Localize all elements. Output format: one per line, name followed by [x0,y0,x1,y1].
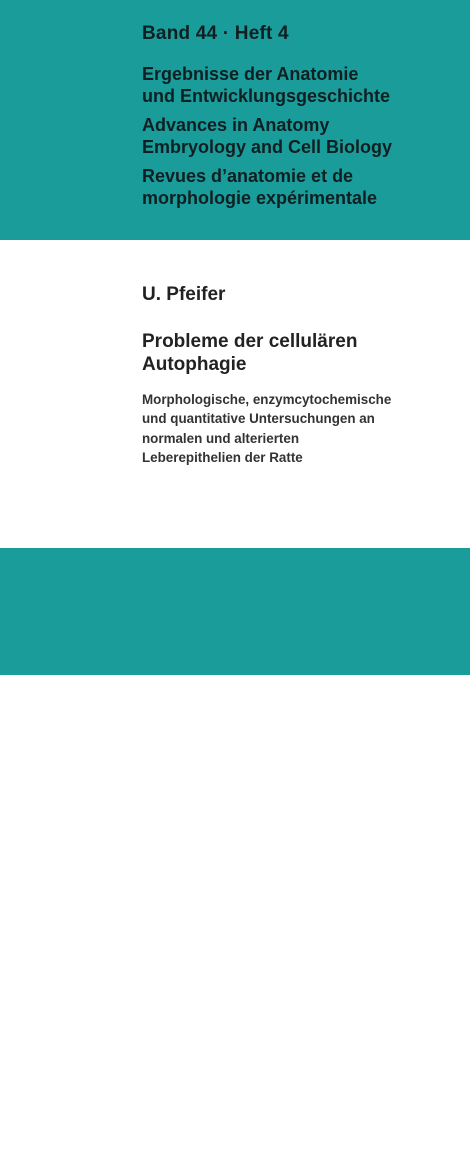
series-title-french [142,165,377,209]
series-title-german [142,63,390,107]
volume-label: Band 44 · Heft 4 [142,23,289,44]
book-subtitle-line-4: Leberepithelien der Ratte [142,449,303,465]
book-subtitle-line-1: Morphologische, enzymcytochemische [142,392,392,407]
book-title [142,330,357,376]
top-color-band [0,0,470,240]
series-title-french-line-2: morphologie expérimentale [142,188,378,208]
series-title-french-line-1: Revues d’anatomie et de [142,166,354,186]
book-title-line-1: Probleme der cellulären [142,331,358,352]
publisher-name [142,1125,362,1169]
book-title-line-2: Autophagie [142,354,247,375]
series-title-german-line-1: Ergebnisse der Anatomie [142,64,359,84]
series-title-english [142,114,392,158]
author-name: U. Pfeifer [142,284,226,305]
series-title-english-line-1: Advances in Anatomy [142,115,330,135]
publisher-line-2: Berlin Heidelberg GmbH [142,1147,362,1168]
publisher-line-1: Springer-Verlag [142,1125,284,1146]
series-title-english-line-2: Embryology and Cell Biology [142,137,393,157]
book-subtitle-line-2: und quantitative Untersuchungen an [142,411,375,427]
bottom-color-band [0,548,470,1168]
book-subtitle [142,390,391,467]
series-title-german-line-2: und Entwicklungsgeschichte [142,86,391,106]
book-subtitle-line-3: normalen und alterierten [142,430,300,446]
